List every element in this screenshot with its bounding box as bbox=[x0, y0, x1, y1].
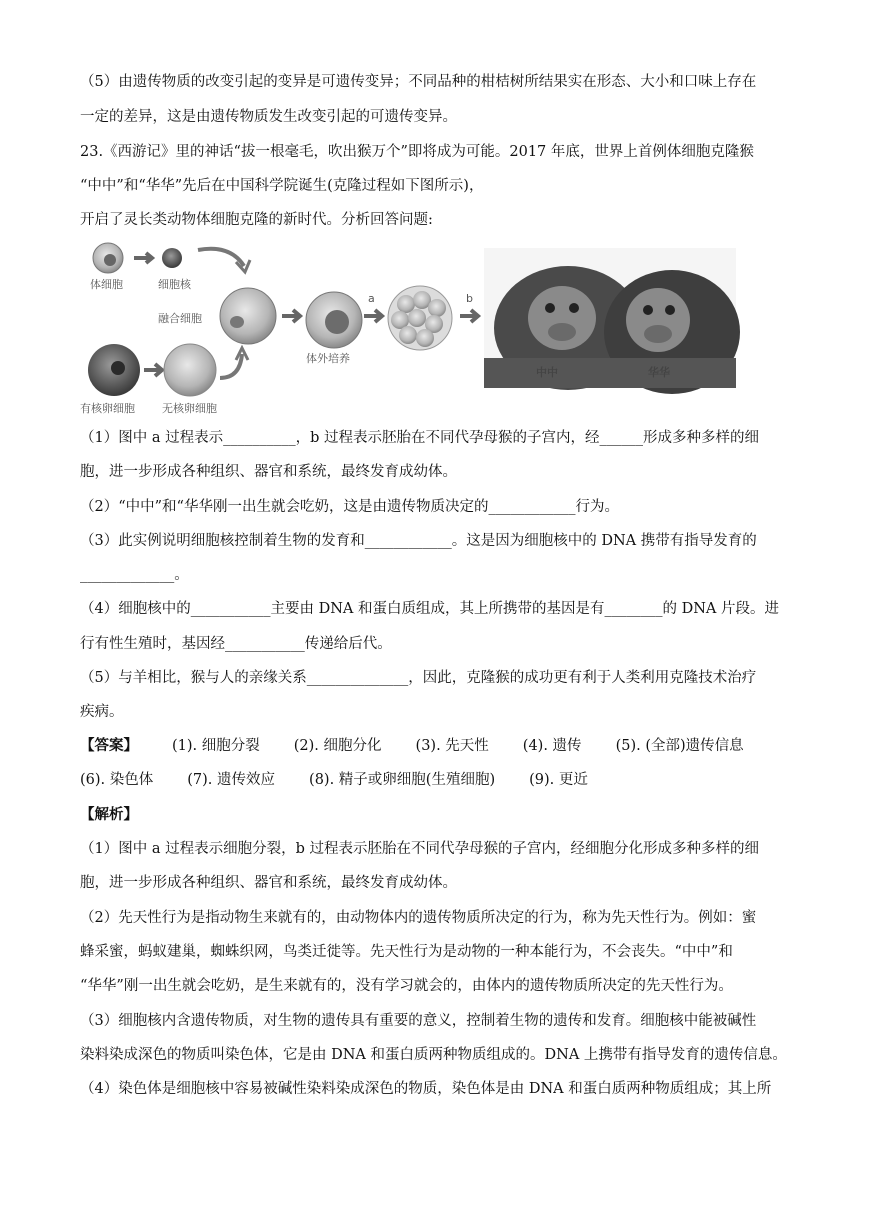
answer-item: (7). 遗传效应 bbox=[187, 772, 276, 788]
question-3: （3）此实例说明细胞核控制着生物的发育和____________。这是因为细胞核中的 DNA 携带有指导发育的 bbox=[80, 533, 757, 549]
text-line: “华华”刚一出生就会吃奶，是生来就有的，没有学习就会的，由体内的遗传物质所决定的先天性行为。 bbox=[80, 978, 733, 994]
answer-row-1 bbox=[80, 735, 795, 757]
cloned-monkeys-photo bbox=[484, 248, 740, 394]
arrow-icon bbox=[282, 310, 300, 322]
answer-label: 【答案】 bbox=[80, 737, 138, 754]
text-line: “中中”和“华华”先后在中国科学院诞生(克隆过程如下图所示)， bbox=[80, 178, 484, 194]
answer-item: (6). 染色体 bbox=[80, 772, 154, 788]
answer-item: (5). (全部)遗传信息 bbox=[615, 738, 744, 754]
nucleated-egg-icon bbox=[88, 344, 140, 396]
embryo-icon bbox=[388, 286, 452, 350]
label-nucleus: 细胞核 bbox=[158, 278, 191, 291]
answer-item: (3). 先天性 bbox=[415, 738, 489, 754]
analysis-4: （4）染色体是细胞核中容易被碱性染料染成深色的物质，染色体是由 DNA 和蛋白质两种物质组成；其上所 bbox=[80, 1081, 772, 1097]
answer-item: (1). 细胞分裂 bbox=[172, 738, 260, 754]
arrow-a-icon bbox=[364, 310, 382, 322]
nucleus-icon bbox=[162, 248, 182, 268]
text-line: 开启了灵长类动物体细胞克隆的新时代。分析回答问题: bbox=[80, 212, 433, 228]
text-line: _____________。 bbox=[80, 567, 189, 583]
label-monkey-zhongzhong: 中中 bbox=[536, 366, 558, 379]
question-4: （4）细胞核中的___________主要由 DNA 和蛋白质组成，其上所携带的基因是有________的 DNA 片段。进 bbox=[80, 601, 779, 617]
label-process-b: b bbox=[466, 292, 473, 305]
question-23-intro: 23.《西游记》里的神话“拔一根毫毛，吹出猴万个”即将成为可能。2017 年底，世界上首例体细胞克隆猴 bbox=[80, 144, 754, 160]
fused-cell-icon bbox=[220, 288, 276, 344]
answer-item: (8). 精子或卵细胞(生殖细胞) bbox=[309, 772, 496, 788]
analysis-1: （1）图中 a 过程表示细胞分裂，b 过程表示胚胎在不同代孕母猴的子宫内，经细胞分化形成多种多样的细 bbox=[80, 841, 759, 857]
text-line: 胞，进一步形成各种组织、器官和系统，最终发育成幼体。 bbox=[80, 464, 457, 480]
label-process-a: a bbox=[368, 292, 375, 305]
text-line: （5）由遗传物质的改变引起的变异是可遗传变异；不同品种的柑桔树所结果实在形态、大小和口味上存在 bbox=[80, 74, 757, 90]
text-line: 蜂采蜜，蚂蚁建巢，蜘蛛织网，鸟类迁徙等。先天性行为是动物的一种本能行为，不会丧失。“中中”和 bbox=[80, 944, 733, 960]
arrow-b-icon bbox=[460, 310, 478, 322]
cloning-process-figure bbox=[80, 236, 780, 418]
enucleated-egg-icon bbox=[164, 344, 216, 396]
analysis-label: 【解析】 bbox=[80, 806, 138, 823]
label-enucleated-egg: 无核卵细胞 bbox=[162, 402, 217, 415]
question-1: （1）图中 a 过程表示__________，b 过程表示胚胎在不同代孕母猴的子宫内，经______形成多种多样的细 bbox=[80, 430, 759, 446]
label-body-cell: 体细胞 bbox=[90, 278, 123, 291]
analysis-3: （3）细胞核内含遗传物质，对生物的遗传具有重要的意义，控制着生物的遗传和发育。细胞核中能被碱性 bbox=[80, 1013, 757, 1029]
question-2: （2）“中中”和“华华刚一出生就会吃奶，这是由遗传物质决定的____________行为。 bbox=[80, 499, 619, 515]
text-line: 一定的差异，这是由遗传物质发生改变引起的可遗传变异。 bbox=[80, 109, 457, 125]
answer-item: (2). 细胞分化 bbox=[293, 738, 382, 754]
answer-item: (4). 遗传 bbox=[522, 738, 582, 754]
label-fused-cell: 融合细胞 bbox=[158, 312, 202, 325]
body-cell-icon bbox=[93, 243, 123, 273]
text-line: 染料染成深色的物质叫染色体，它是由 DNA 和蛋白质两种物质组成的。DNA 上携带有指导发育的遗传信息。 bbox=[80, 1047, 787, 1063]
answer-row-2 bbox=[80, 769, 795, 791]
arrow-icon bbox=[144, 364, 162, 376]
text-line: 疾病。 bbox=[80, 704, 124, 720]
label-culture: 体外培养 bbox=[306, 352, 350, 365]
text-line: 胞，进一步形成各种组织、器官和系统，最终发育成幼体。 bbox=[80, 875, 457, 891]
arrow-icon bbox=[134, 253, 152, 263]
label-nucleated-egg: 有核卵细胞 bbox=[80, 402, 135, 415]
answer-item: (9). 更近 bbox=[529, 772, 588, 788]
question-5: （5）与羊相比，猴与人的亲缘关系______________，因此，克隆猴的成功更有利于人类利用克隆技术治疗 bbox=[80, 670, 757, 686]
cultured-cell-icon bbox=[306, 292, 362, 348]
text-line: 行有性生殖时，基因经___________传递给后代。 bbox=[80, 636, 392, 652]
analysis-2: （2）先天性行为是指动物生来就有的，由动物体内的遗传物质所决定的行为，称为先天性行为。例如：蜜 bbox=[80, 910, 757, 926]
label-monkey-huahua: 华华 bbox=[648, 366, 670, 379]
